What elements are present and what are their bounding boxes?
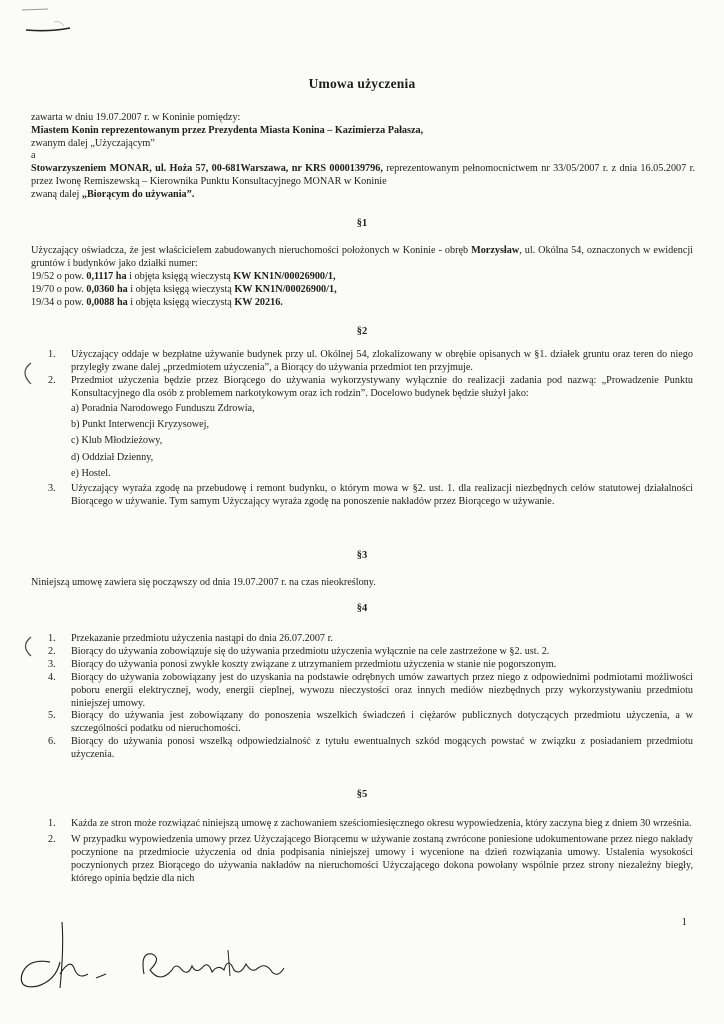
list-item: 2. Przedmiot użyczenia będzie przez Biorącego do używania wykorzystywany wyłącznie do realizacji zadania pod nazwą: „Prowadzenie Punktu Konsultacyjnego dla osób z problemem narkotykowym oraz ich rodzin”. Docelowo budynek będzie służył jako: a) Poradnia Narodowego Funduszu Zdrowia, b) Punkt Interwencji Kryzysowej, c) Klub Młodzieżowy, d) Oddział Dzienny, e) Hostel. [31, 375, 693, 483]
contract-date-line: zawarta w dniu 19.07.2007 r. w Koninie pomiędzy: [31, 112, 241, 123]
section-1-statement [31, 244, 693, 270]
section-3-body: Niniejszą umowę zawiera się począwszy od dnia 19.07.2007 r. na czas nieokreślony. [31, 577, 376, 588]
building-use: e) Hostel. [71, 468, 111, 480]
list-item: 3. Użyczający wyraża zgodę na przebudowę i remont budynku, o którym mowa w §2. ust. 1. dla realizacji niezbędnych celów statutowej działalności Biorącego w używanie. Tym samym Użyczający wyraża zgodę na ponoszenie nakładów przez Biorącego w używanie. [48, 482, 693, 507]
list-item: 1. Przekazanie przedmiotu użyczenia nastąpi do dnia 26.07.2007 r. [48, 633, 333, 644]
list-item: 3. Biorący do używania ponosi zwykłe koszty związane z utrzymaniem przedmiotu użyczenia w stanie nie pogorszonym. [48, 658, 557, 670]
party-borrower-name: Stowarzyszeniem MONAR, ul. Hoża 57, 00-681Warszawa, nr KRS 0000139796, [31, 163, 383, 175]
building-use: d) Oddział Dzienny, [71, 451, 154, 463]
building-uses-list [71, 401, 693, 483]
section-heading-1: §1 [356, 218, 368, 229]
conjunction: a [31, 150, 36, 162]
list-item: 2. Biorący do używania zobowiązuje się do używania przedmiotu użyczenia wyłącznie na cele zastrzeżone w §2. ust. 2. [48, 645, 550, 657]
section-1-body [31, 244, 693, 309]
s1-text-a: Użyczający oświadcza, że jest właścicielem zabudowanych nieruchomości położonych w Koninie - obręb [31, 245, 472, 256]
plot-row: 19/34 o pow. 0,0088 ha i objęta księgą wieczystą KW 20216. [31, 297, 283, 308]
section-5-list [31, 818, 693, 886]
plot-row: 19/70 o pow. 0,0360 ha i objęta księgą wieczystą KW KN1N/00026900/1, [31, 284, 337, 295]
list-item: 5. Biorący do używania jest zobowiązany do ponoszenia wszelkich świadczeń i ciężarów publicznych dotyczących przedmiotu użyczenia, a w szczególności podatku od nieruchomości. [48, 710, 693, 735]
party-borrower-alias-line [31, 189, 695, 202]
party-borrower-representation: reprezentowanym pełnomocnictwem nr 33/05/2007 r. z dnia 16.05.2007 r. przez Iwonę Remiszewską – Kierownika Punktu Konsultacyjnego MONAR w Koninie [31, 163, 695, 187]
s1-text-c: , ul. Okólna 54, oznaczonych w ewidencji gruntów i budynków jako działki numer: [31, 245, 693, 269]
alias-prefix: zwaną dalej [31, 188, 82, 200]
party-lender-alias: zwanym dalej „Użyczającym” [31, 137, 155, 149]
building-use: c) Klub Młodzieżowy, [71, 435, 163, 447]
page-number: 1 [681, 916, 687, 928]
section-heading-3: §3 [356, 550, 368, 561]
section-heading-4: §4 [356, 603, 368, 614]
section-4-list [31, 633, 693, 762]
scan-mark [20, 6, 72, 34]
section-heading-2: §2 [356, 326, 368, 337]
party-lender: Miastem Konin reprezentowanym przez Prezydenta Miasta Konina – Kazimierza Pałasza, [31, 124, 424, 136]
signature-remiszewska [138, 940, 288, 992]
contract-parties [31, 112, 695, 202]
building-use: b) Punkt Interwencji Kryzysowej, [71, 419, 210, 431]
list-item: 1. Użyczający oddaje w bezpłatne używanie budynek przy ul. Okólnej 54, zlokalizowany w obrębie opisanych w §1. działek gruntu oraz teren do niego przyległy zwane dalej „przedmiotem użyczenia”, a Biorący do używania przedmiot ten przyjmuje. [48, 349, 693, 373]
party-borrower-alias: „Biorącym do używania”. [81, 188, 195, 200]
plot-row: 19/52 o pow. 0,1117 ha i objęta księgą wieczystą KW KN1N/00026900/1, [31, 271, 336, 282]
list-item: 6. Biorący do używania ponosi wszelką odpowiedzialność z tytułu ewentualnych szkód mogących powstać w związku z posiadaniem przedmiotu użyczenia. [48, 736, 693, 761]
building-use: a) Poradnia Narodowego Funduszu Zdrowia, [71, 402, 255, 414]
section-heading-5: §5 [356, 789, 368, 800]
s1-precinct: Morzysław [471, 245, 520, 256]
list-item: 4. Biorący do używania zobowiązany jest do uzyskania na podstawie odrębnych umów zawartych przez niego z odpowiednimi podmiotami możliwości poboru energii elektrycznej, wody, energii cieplnej, wywozu nieczystości oraz innych mediów niezbędnych przy wykorzystywaniu przedmiotu niniejszej umowy. [48, 671, 693, 709]
signature-initials [10, 918, 120, 996]
list-item: 2. W przypadku wypowiedzenia umowy przez Użyczającego Biorącemu w używanie zostaną zwrócone poniesione udokumentowane przez niego nakłady poczynione na przedmiocie użyczenia od dnia podpisania niniejszej umowy i wycenione na dzień rozwiązania umowy. Ustalenia wysokości poczynionych przez Biorącego do używania nakładów na nieruchomości Użyczającego dokona powołany wspólnie przez strony niezależny biegły, którego opinia będzie dla nich [48, 833, 693, 884]
section-2-list [31, 349, 693, 508]
document-title: Umowa użyczenia [308, 76, 416, 91]
list-item: 1. Każda ze stron może rozwiązać niniejszą umowę z zachowaniem sześciomiesięcznego okresu wypowiedzenia, który zaczyna bieg z dniem 30 września. [48, 818, 692, 829]
party-borrower [31, 163, 695, 189]
